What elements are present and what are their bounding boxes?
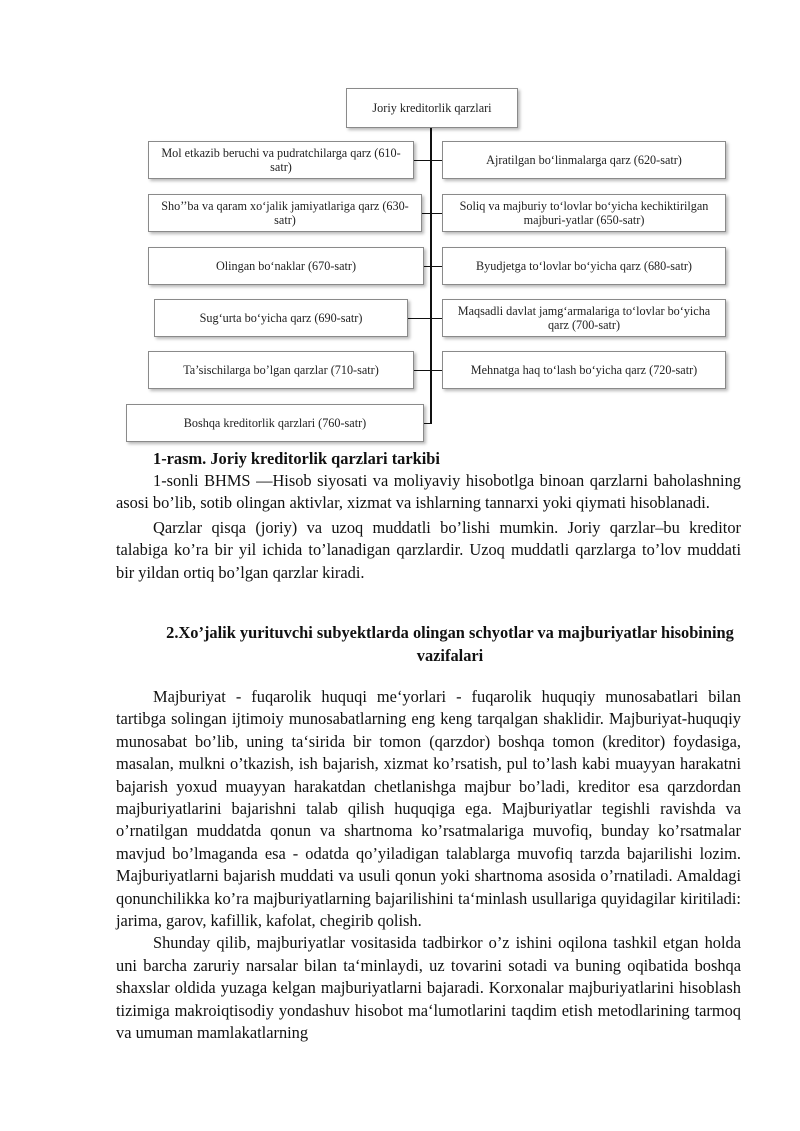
connector-left-2 <box>422 213 430 214</box>
left-box-label: Sug‘urta bo‘yicha qarz (690-satr) <box>199 310 363 325</box>
section-heading: 2.Xo’jalik yurituvchi subyektlarda olingan schyotlar va majburiyatlar hisobining vazifalari <box>166 623 734 665</box>
root-label: Joriy kreditorlik qarzlari <box>372 100 492 115</box>
left-box-1 <box>148 141 414 179</box>
connector-left-6 <box>424 423 430 424</box>
right-box-4 <box>442 299 726 337</box>
right-box-1 <box>442 141 726 179</box>
connector-right-2 <box>432 213 442 214</box>
right-box-3 <box>442 247 726 285</box>
body-section-1 <box>116 470 741 584</box>
left-box-6 <box>126 404 424 442</box>
body-section-2 <box>116 686 741 1045</box>
root-connector <box>430 128 432 424</box>
connector-right-1 <box>432 160 442 161</box>
root-box <box>346 88 518 128</box>
left-box-label: Boshqa kreditorlik qarzlari (760-satr) <box>183 415 367 430</box>
figure-caption: 1-rasm. Joriy kreditorlik qarzlari tarkibi <box>153 449 440 468</box>
right-box-5 <box>442 351 726 389</box>
left-box-4 <box>154 299 408 337</box>
connector-left-3 <box>424 266 430 267</box>
connector-left-5 <box>414 370 430 371</box>
left-box-label: Olingan bo‘naklar (670-satr) <box>215 258 357 273</box>
left-box-3 <box>148 247 424 285</box>
connector-right-3 <box>432 266 442 267</box>
left-box-5 <box>148 351 414 389</box>
left-box-label: Mol etkazib beruchi va pudratchilarga qarz (610-satr) <box>161 145 401 174</box>
connector-right-4 <box>432 318 442 319</box>
left-box-label: Ta’sischilarga bo’lgan qarzlar (710-satr) <box>183 362 379 377</box>
connector-right-5 <box>432 370 442 371</box>
right-box-2 <box>442 194 726 232</box>
connector-left-4 <box>408 318 430 319</box>
left-box-2 <box>148 194 422 232</box>
structure-diagram <box>0 0 800 450</box>
right-box-label: Byudjetga to‘lovlar bo‘yicha qarz (680-satr) <box>476 258 692 273</box>
paragraph: Shunday qilib, majburiyatlar vositasida tadbirkor o’z ishini oqilona tashkil etgan holda uni barcha zaruriy narsalar bilan ta‘minlaydi, uz tovarini sotadi va buning oqibatida boshqa shaxslar oldida yuzaga kelgan majburiyatlarni bajaradi. Korxonalar majburiyatlarini hisoblash tizimiga makroiqtisodiy yondashuv hisobot ma‘lumotlarini taqdim etish metodlarining tarmoq va umuman mamlakatlarning <box>116 933 741 1043</box>
connector-left-1 <box>414 160 430 161</box>
left-box-label: Sho’’ba va qaram xo‘jalik jamiyatlariga qarz (630-satr) <box>161 198 409 227</box>
right-box-label: Maqsadli davlat jamg‘armalariga to‘lovlar bo‘yicha qarz (700-satr) <box>457 303 711 332</box>
paragraph: Majburiyat - fuqarolik huquqi me‘yorlari - fuqarolik huquqiy munosabatlari bilan tartibga solingan ijtimoiy munosabatlarning eng keng tarqalgan shaklidir. Majburiyat-huquqiy munosabat bo’lib, uning ta‘sirida bir tomon (qarzdor) boshqa tomon (kreditor) foydasiga, masalan, mulkni o’tkazish, ish bajarish, xizmat ko’rsatish, pul to’lash kabi muayyan harakatni bajarish yoxud muayyan harakatdan chetlanishga majbur bo’ladi, kreditor esa qarzdordan majburiyatlarini bajarishni talab qilish huquqiga ega. Majburiyatlar tegishli ravishda va o’rnatilgan muddatda qonun va shartnoma ko’rsatmalariga muvofiq, bunday ko’rsatmalar mavjud bo’lmaganda esa - odatda qo’yiladigan talablarga muvofiq tarzda bajarilishi lozim. Majburiyatlarni bajarish muddati va usuli qonun yoki shartnoma asosida o’rnatiladi. Amaldagi qonunchilikka ko’ra majburiyatlarning bajarilishini ta‘minlash usullariga quyidagilar kiritiladi: jarima, garov, kafillik, kafolat, chegirib qolish. <box>116 687 741 931</box>
paragraph: Qarzlar qisqa (joriy) va uzoq muddatli bo’lishi mumkin. Joriy qarzlar–bu kreditor talabiga ko’ra bir yil ichida to’lanadigan qarzlardir. Uzoq muddatli qarzlarga to’lov muddati bir yildan ortiq bo’lgan qarzlar kiradi. <box>116 517 741 582</box>
right-box-label: Soliq va majburiy to‘lovlar bo‘yicha kechiktirilgan majburi-yatlar (650-satr) <box>459 198 709 227</box>
right-box-label: Ajratilgan bo‘linmalarga qarz (620-satr) <box>486 152 682 167</box>
paragraph: 1-sonli BHMS —Hisob siyosati va moliyaviy hisobotlga binoan qarzlarni baholashning asosi bo’lib, sotib olingan aktivlar, xizmat va ishlarning tannarxi yoki qiymati hisoblanadi. <box>116 471 741 513</box>
right-box-label: Mehnatga haq to‘lash bo‘yicha qarz (720-satr) <box>470 362 698 377</box>
